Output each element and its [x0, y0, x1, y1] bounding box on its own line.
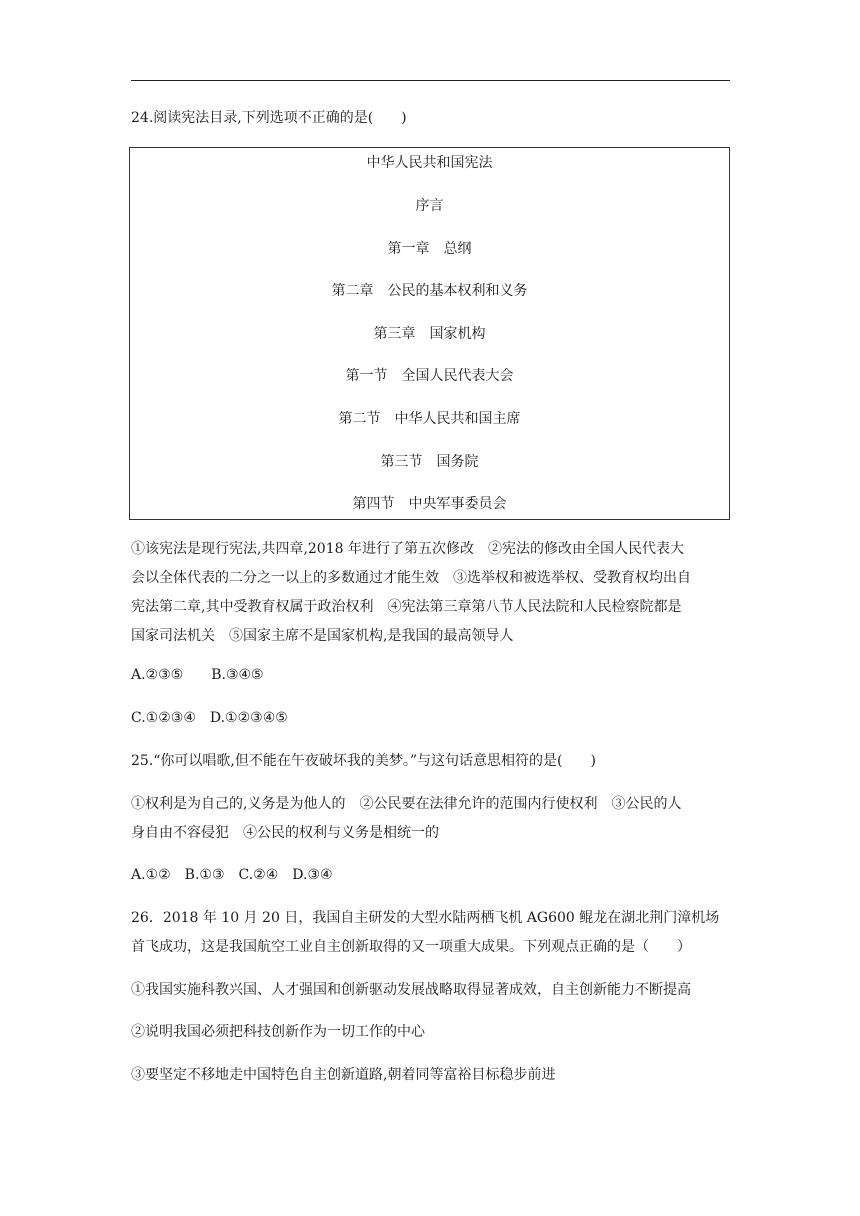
toc-chapter-3: 第三章 国家机构	[373, 326, 486, 342]
q24-statement-line: 国家司法机关 ⑤国家主席不是国家机构,是我国的最高领导人	[131, 628, 514, 644]
q26-statement: ③要坚定不移地走中国特色自主创新道路,朝着同等富裕目标稳步前进	[131, 1067, 556, 1083]
q25-options: A.①② B.①③ C.②④ D.③④	[131, 867, 333, 883]
constitution-toc-box	[129, 147, 730, 520]
q26-stem-line: 26．2018 年 10 月 20 日，我国自主研发的大型水陆两栖飞机 AG600 鲲龙在湖北荆门漳机场	[131, 910, 720, 926]
toc-section-3: 第三节 国务院	[380, 454, 479, 470]
q26-stem-line: 首飞成功，这是我国航空工业自主创新取得的又一项重大成果。下列观点正确的是（ ）	[131, 939, 691, 955]
toc-chapter-1: 第一章 总纲	[387, 241, 472, 257]
header-rule	[131, 80, 730, 81]
q24-options-cd: C.①②③④ D.①②③④⑤	[131, 710, 288, 726]
q25-statement-line: ①权利是为自己的,义务是为他人的 ②公民要在法律允许的范围内行使权利 ③公民的人	[131, 796, 682, 812]
q24-statement-line: 会以全体代表的二分之一以上的多数通过才能生效 ③选举权和被选举权、受教育权均出自	[131, 570, 691, 586]
toc-title: 中华人民共和国宪法	[366, 155, 493, 171]
q24-options-ab: A.②③⑤ B.③④⑤	[131, 667, 264, 683]
q25-stem: 25.“你可以唱歌,但不能在午夜破坏我的美梦。”与这句话意思相符的是( )	[131, 753, 596, 769]
toc-chapter-2: 第二章 公民的基本权利和义务	[331, 283, 528, 299]
q24-statement-line: ①该宪法是现行宪法,共四章,2018 年进行了第五次修改 ②宪法的修改由全国人民代表大	[131, 541, 684, 557]
q24-statement-line: 宪法第二章,其中受教育权属于政治权利 ④宪法第三章第八节人民法院和人民检察院都是	[131, 599, 682, 615]
toc-section-1: 第一节 全国人民代表大会	[345, 368, 514, 384]
q26-statement: ②说明我国必须把科技创新作为一切工作的中心	[131, 1024, 425, 1040]
q25-statement-line: 身自由不容侵犯 ④公民的权利与义务是相统一的	[131, 825, 439, 841]
q24-stem: 24.阅读宪法目录,下列选项不正确的是( )	[131, 110, 407, 126]
toc-preamble: 序言	[415, 198, 444, 214]
q26-statement: ①我国实施科教兴国、人才强国和创新驱动发展战略取得显著成效，自主创新能力不断提高	[131, 982, 691, 998]
toc-section-4: 第四节 中央军事委员会	[352, 496, 507, 512]
toc-section-2: 第二节 中华人民共和国主席	[338, 411, 521, 427]
